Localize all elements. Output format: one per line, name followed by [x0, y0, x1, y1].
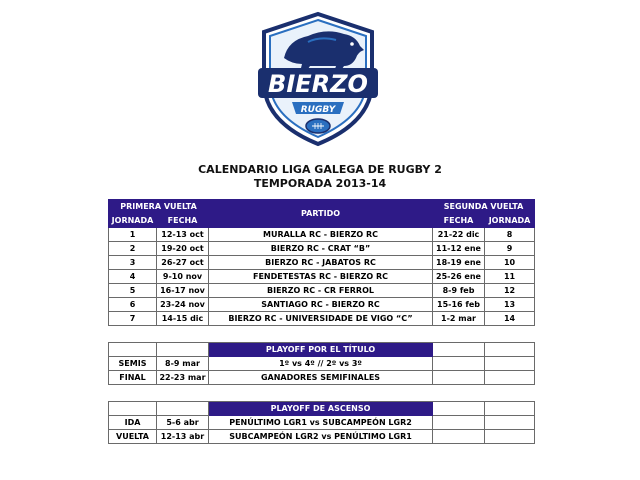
spacer-row	[109, 385, 535, 402]
fecha-cell: 5-6 abr	[157, 416, 209, 430]
calendar-table	[108, 199, 535, 444]
fecha-header: FECHA	[433, 214, 485, 228]
table-row	[109, 284, 535, 298]
partido-cell: BIERZO RC - JABATOS RC	[209, 256, 433, 270]
segunda-vuelta-header: SEGUNDA VUELTA	[433, 200, 535, 214]
table-row	[109, 416, 535, 430]
fecha-cell: 14-15 dic	[157, 312, 209, 326]
fecha-cell: 25-26 ene	[433, 270, 485, 284]
fecha-cell: 12-13 oct	[157, 228, 209, 242]
table-row	[109, 256, 535, 270]
fecha-cell: 12-13 abr	[157, 430, 209, 444]
partido-cell: SANTIAGO RC - BIERZO RC	[209, 298, 433, 312]
logo-sub-text: RUGBY	[300, 105, 336, 115]
fecha-cell: 22-23 mar	[157, 371, 209, 385]
table-row	[109, 430, 535, 444]
jornada-cell: 14	[485, 312, 535, 326]
partido-cell: GANADORES SEMIFINALES	[209, 371, 433, 385]
playoff-titulo-header: PLAYOFF POR EL TÍTULO	[209, 343, 433, 357]
playoff-titulo-header-row	[109, 343, 535, 357]
jornada-cell: 8	[485, 228, 535, 242]
jornada-header: JORNADA	[485, 214, 535, 228]
partido-cell: FENDETESTAS RC - BIERZO RC	[209, 270, 433, 284]
club-logo	[248, 10, 388, 148]
partido-cell: 1º vs 4º // 2º vs 3º	[209, 357, 433, 371]
ronda-cell: VUELTA	[109, 430, 157, 444]
partido-cell: BIERZO RC - UNIVERSIDADE DE VIGO “C”	[209, 312, 433, 326]
jornada-cell: 9	[485, 242, 535, 256]
partido-cell: BIERZO RC - CRAT “B”	[209, 242, 433, 256]
fecha-cell: 26-27 oct	[157, 256, 209, 270]
fecha-cell: 15-16 feb	[433, 298, 485, 312]
table-row	[109, 357, 535, 371]
season-subtitle: TEMPORADA 2013-14	[253, 177, 387, 190]
fecha-cell: 23-24 nov	[157, 298, 209, 312]
table-row	[109, 270, 535, 284]
fecha-cell: 21-22 dic	[433, 228, 485, 242]
partido-cell: SUBCAMPEÓN LGR2 vs PENÚLTIMO LGR1	[209, 430, 433, 444]
partido-cell: PENÚLTIMO LGR1 vs SUBCAMPEÓN LGR2	[209, 416, 433, 430]
table-row	[109, 298, 535, 312]
jornada-cell: 1	[109, 228, 157, 242]
fecha-cell: 9-10 nov	[157, 270, 209, 284]
jornada-cell: 7	[109, 312, 157, 326]
fecha-cell: 8-9 feb	[433, 284, 485, 298]
jornada-cell: 11	[485, 270, 535, 284]
spacer-row	[109, 326, 535, 343]
jornada-cell: 2	[109, 242, 157, 256]
fecha-cell: 18-19 ene	[433, 256, 485, 270]
jornada-cell: 10	[485, 256, 535, 270]
jornada-cell: 13	[485, 298, 535, 312]
partido-header: PARTIDO	[209, 200, 433, 228]
jornada-cell: 4	[109, 270, 157, 284]
jornada-cell: 6	[109, 298, 157, 312]
bierzo-rugby-crest	[248, 10, 388, 148]
page-title: CALENDARIO LIGA GALEGA DE RUGBY 2	[198, 163, 442, 176]
logo-main-text: BIERZO	[268, 70, 368, 98]
fecha-cell: 8-9 mar	[157, 357, 209, 371]
ronda-cell: IDA	[109, 416, 157, 430]
jornada-cell: 5	[109, 284, 157, 298]
ronda-cell: SEMIS	[109, 357, 157, 371]
table-row	[109, 242, 535, 256]
jornada-cell: 3	[109, 256, 157, 270]
table-row	[109, 371, 535, 385]
header-row-1	[109, 200, 535, 214]
fecha-cell: 11-12 ene	[433, 242, 485, 256]
primera-vuelta-header: PRIMERA VUELTA	[109, 200, 209, 214]
fecha-cell: 16-17 nov	[157, 284, 209, 298]
jornada-cell: 12	[485, 284, 535, 298]
partido-cell: BIERZO RC - CR FERROL	[209, 284, 433, 298]
fecha-cell: 1-2 mar	[433, 312, 485, 326]
ronda-cell: FINAL	[109, 371, 157, 385]
fecha-header: FECHA	[157, 214, 209, 228]
playoff-ascenso-header: PLAYOFF DE ASCENSO	[209, 402, 433, 416]
playoff-ascenso-header-row	[109, 402, 535, 416]
fecha-cell: 19-20 oct	[157, 242, 209, 256]
partido-cell: MURALLA RC - BIERZO RC	[209, 228, 433, 242]
table-row	[109, 228, 535, 242]
jornada-header: JORNADA	[109, 214, 157, 228]
table-row	[109, 312, 535, 326]
